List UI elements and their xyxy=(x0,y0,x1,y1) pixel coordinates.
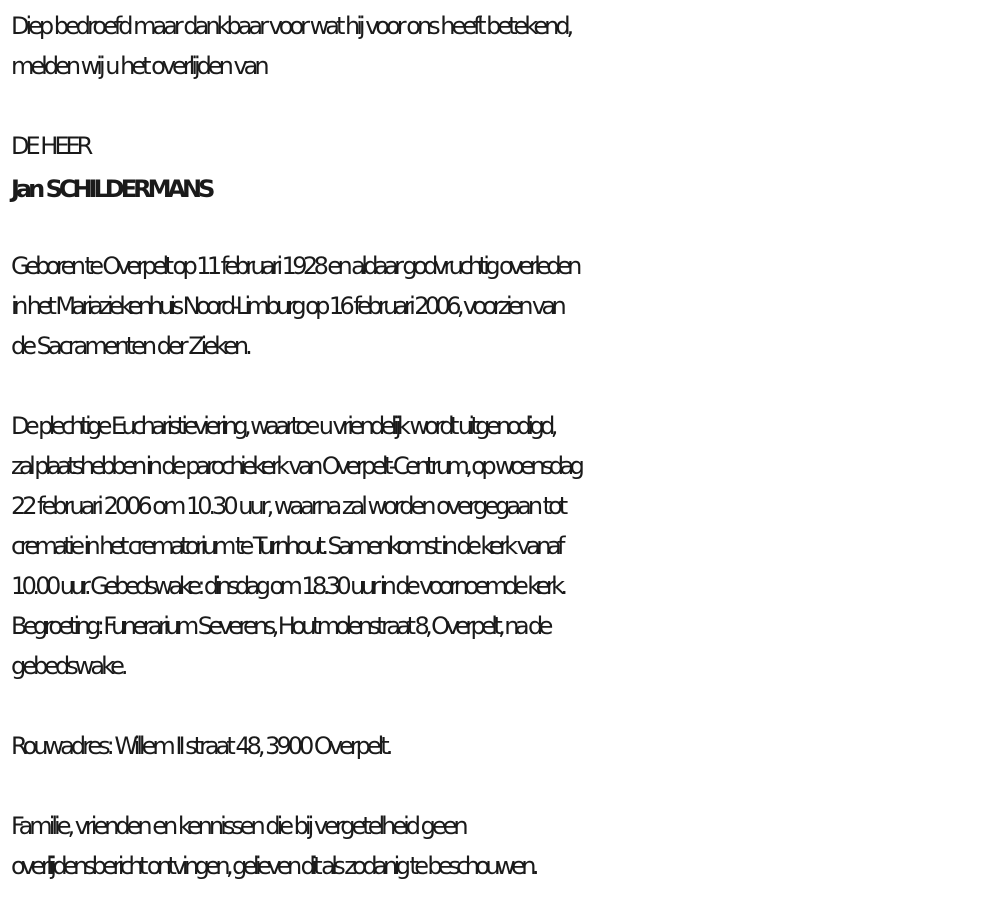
paragraph-line: in het Mariaziekenhuis Noord-Limburg op 16 februari 2006, voorzien van xyxy=(11,292,563,320)
paragraph-line: gebedswake. xyxy=(11,652,125,680)
intro-paragraph xyxy=(11,6,996,86)
deceased-name: Jan SCHILDERMANS xyxy=(11,175,212,203)
spacer xyxy=(11,213,996,246)
paragraph-line: zal plaatshebben in de parochiekerk van Overpelt-Centrum, op woensdag xyxy=(11,452,581,480)
paragraph-line: 10.00 uur. Gebedswake: dinsdag om 18.30 uur in de voornoemde kerk. xyxy=(11,572,564,600)
death-notice xyxy=(11,0,996,886)
paragraph-line: 22 februari 2006 om 10.30 uur, waarna zal worden overgegaan tot xyxy=(11,492,565,520)
spacer xyxy=(11,766,996,806)
paragraph-line: Geboren te Overpelt op 11 februari 1928 en aldaar godvruchtig overleden xyxy=(11,252,578,280)
paragraph-line: De plechtige Eucharistieviering, waartoe u vriendelijk wordt uitgenodigd, xyxy=(11,412,554,440)
paragraph-line: overlijdensbericht ontvingen, gelieven dit als zodanig te beschouwen. xyxy=(11,852,535,880)
birth-death-paragraph xyxy=(11,246,996,366)
paragraph-line: de Sacramenten der Zieken. xyxy=(11,332,249,360)
spacer xyxy=(11,86,996,126)
closing-paragraph xyxy=(11,806,996,886)
spacer xyxy=(11,366,996,406)
paragraph-line: Begroeting: Funerarium Severens, Houtmolenstraat 8, Overpelt, na de xyxy=(11,612,549,640)
address-line: Rouwadres: Willem II straat 48, 3900 Overpelt. xyxy=(11,732,390,760)
deceased-title: DE HEER xyxy=(11,132,90,160)
ceremony-paragraph xyxy=(11,406,996,686)
spacer xyxy=(11,686,996,726)
paragraph-line: crematie in het crematorium te Turnhout. Samenkomst in de kerk vanaf xyxy=(11,532,561,560)
address-paragraph xyxy=(11,726,996,766)
intro-line: melden wij u het overlijden van xyxy=(11,52,266,80)
deceased-block xyxy=(11,126,996,213)
intro-line: Diep bedroefd maar dankbaar voor wat hij voor ons heeft betekend, xyxy=(11,12,571,40)
paragraph-line: Familie, vrienden en kennissen die bij vergetelheid geen xyxy=(11,812,465,840)
